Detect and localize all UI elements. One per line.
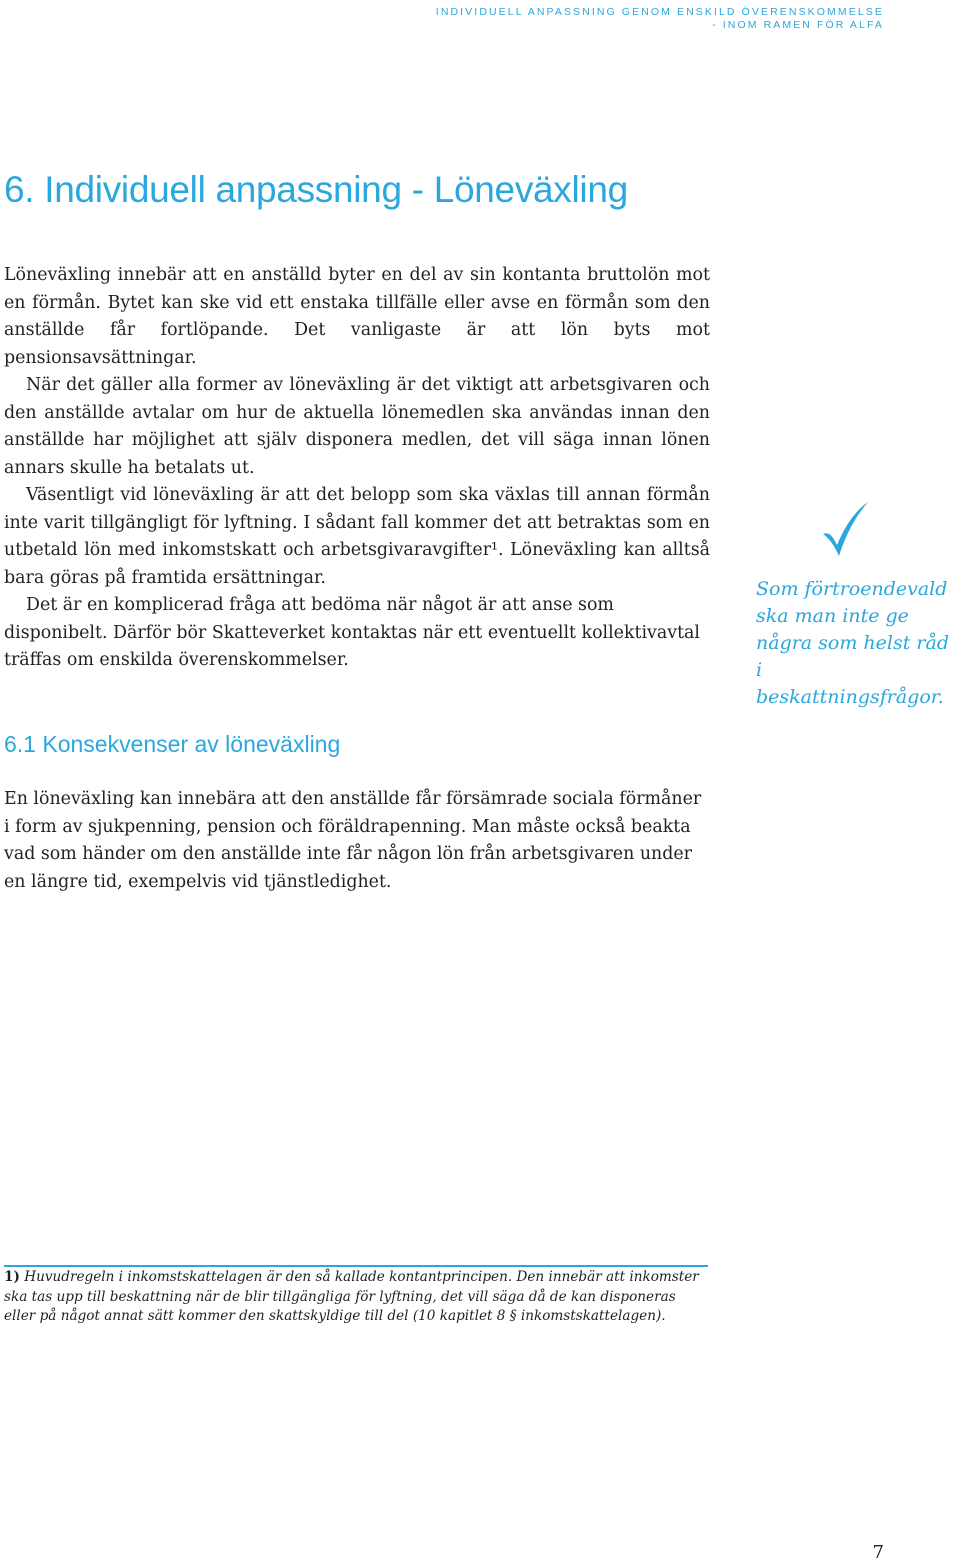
page-number: 7 xyxy=(872,1542,884,1563)
section-title: 6. Individuell anpassning - Löneväxling xyxy=(4,169,628,210)
footnote-number: 1) xyxy=(4,1269,20,1285)
footnote xyxy=(4,1268,710,1327)
subsection-paragraph: En löneväxling kan innebära att den anställde får försämrade sociala förmåner i form av sjukpenning, pension och föräldrapenning. Man måste också beakta vad som händer om den anställde inte får någon lön från arbetsgivaren under en längre tid, exempelvis vid tjänstledighet. xyxy=(4,789,702,892)
checkmark-icon xyxy=(820,500,870,558)
sidenote-text: Som förtroendevald ska man inte ge några som helst råd i beskattningsfrågor. xyxy=(756,578,949,708)
paragraph-3: Det är en komplicerad fråga att bedöma när något är att anse som disponibelt. Därför bör Skatteverket kontaktas när ett eventuellt kollektivavtal träffas om enskilda överenskommelser. xyxy=(4,595,700,670)
main-text-block xyxy=(4,372,710,675)
paragraph-2: Väsentligt vid löneväxling är att det belopp som ska växlas till annan förmån inte varit tillgängligt för lyftning. I sådant fall kommer det att betraktas som en utbetald lön med inkomstskatt och arbetsgivaravgifter¹. Löneväxling kan alltså bara göras på framtida ersättningar. xyxy=(4,485,710,588)
running-header-line-2: - INOM RAMEN FÖR ALFA xyxy=(712,19,884,31)
running-header-line-1: INDIVIDUELL ANPASSNING GENOM ENSKILD ÖVERENSKOMMELSE xyxy=(435,6,884,18)
subsection-text-block xyxy=(4,786,710,896)
running-header xyxy=(364,6,884,32)
intro-paragraph: Löneväxling innebär att en anställd byter en del av sin kontanta bruttolön mot en förmån. Bytet kan ske vid ett enstaka tillfälle eller avse en förmån som den anställde får fortlöpande. Det vanligaste är att lön byts mot pensionsavsättningar. xyxy=(4,265,710,368)
footnote-text: Huvudregeln i inkomstskattelagen är den så kallade kontantprincipen. Den innebär att inkomster ska tas upp till beskattning när de blir tillgängliga för lyftning, det vill säga då de kan disponeras eller på något annat sätt kommer den skattskyldige till del (10 kapitlet 8 § inkomstskattelagen). xyxy=(4,1269,699,1325)
footnote-divider xyxy=(4,1265,708,1267)
subsection-title: 6.1 Konsekvenser av löneväxling xyxy=(4,731,341,757)
paragraph-1: När det gäller alla former av löneväxling är det viktigt att arbetsgivaren och den anställde avtalar om hur de aktuella lönemedlen ska användas innan den anställde har möjlighet att själv disponera medlen, det vill säga innan lönen annars skulle ha betalats ut. xyxy=(4,375,710,478)
intro-paragraph-block xyxy=(4,262,710,372)
